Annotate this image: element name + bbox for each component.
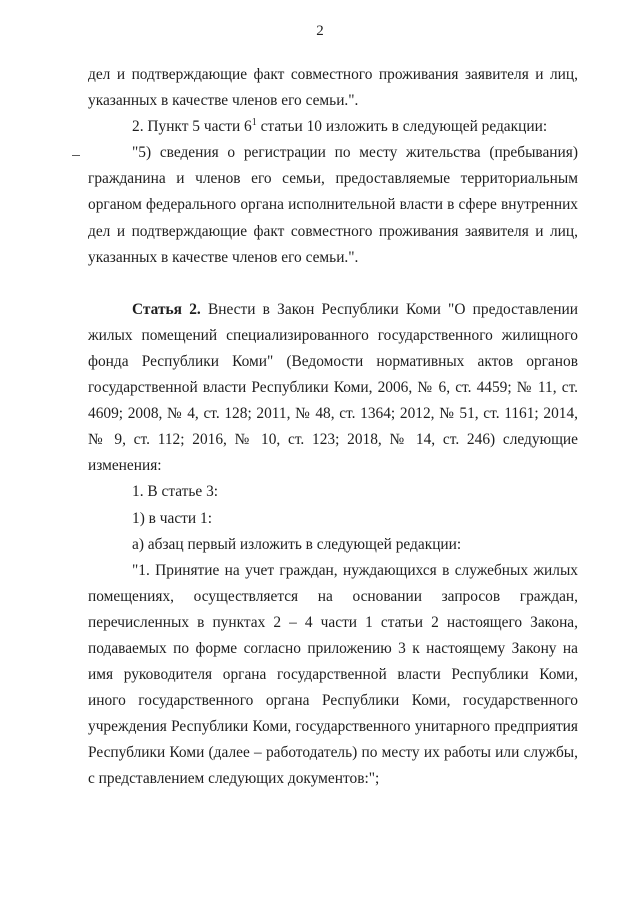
margin-mark	[72, 155, 80, 156]
document-body	[88, 62, 578, 793]
superscript-index: 1	[251, 117, 257, 129]
article-2-text: Внести в Закон Республики Коми "О предоставлении жилых помещений специализированного государственного жилищного фонда Республики Коми" (Ведомости нормативных актов органов государственной власти Республики Коми, 2006, № 6, ст. 4459; № 11, ст. 4609; 2008, № 4, ст. 128; 2011, № 48, ст. 1364; 2012, № 51, ст. 1161; 2014, № 9, ст. 112; 2016, № 10, ст. 123; 2018, № 14, ст. 246) следующие изменения:	[88, 300, 578, 475]
paragraph-part-1: 1) в части 1:	[132, 509, 212, 527]
paragraph-quoted-new-text: "1. Принятие на учет граждан, нуждающихся в служебных жилых помещениях, осуществляется на основании запросов граждан, перечисленных в пунктах 2 – 4 части 1 статьи 2 настоящего Закона, подаваемых по форме согласно приложению 3 к настоящему Закону на имя руководителя органа государственной власти Республики Коми, иного государственного органа Республики Коми, государственного учреждения Республики Коми, государственного унитарного предприятия Республики Коми (далее – работодатель) по месту их работы или службы, с представлением следующих документов:";	[88, 561, 578, 788]
page-number: 2	[316, 23, 324, 39]
paragraph-subitem-a: а) абзац первый изложить в следующей редакции:	[132, 535, 462, 553]
article-2-heading: Статья 2.	[132, 300, 201, 318]
paragraph-quoted-item-5: "5) сведения о регистрации по месту жительства (пребывания) гражданина и членов его семьи, предоставляемые территориальным органом федерального органа исполнительной власти в сфере внутренних дел и подтверждающие факт совместного проживания заявителя и лиц, указанных в качестве членов его семьи.".	[88, 144, 578, 266]
paragraph-article-2	[88, 297, 578, 480]
paragraph-continuation: дел и подтверждающие факт совместного проживания заявителя и лиц, указанных в качестве членов его семьи.".	[88, 66, 578, 110]
point-2-text-start: 2. Пункт 5 части 6	[132, 118, 252, 136]
paragraph-point-2	[88, 114, 578, 140]
point-2-text-end: статьи 10 изложить в следующей редакции:	[256, 118, 548, 136]
paragraph-article-3-changes: 1. В статье 3:	[132, 483, 219, 501]
